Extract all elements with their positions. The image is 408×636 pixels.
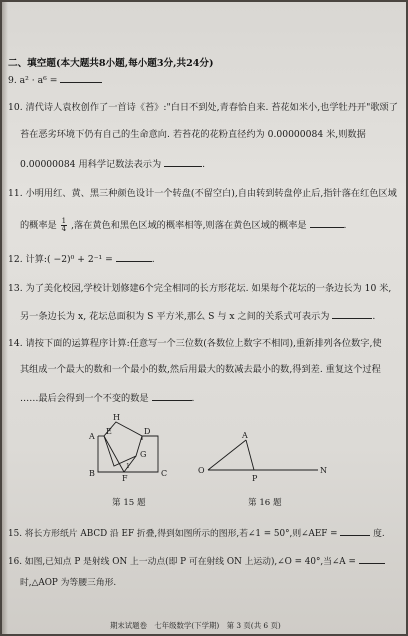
question-9-text: 9. a² · a⁶ = [8, 75, 58, 86]
fraction-denominator: 4 [61, 225, 67, 233]
question-15 [8, 526, 385, 540]
question-10-line1: 10. 清代诗人袁枚创作了一首诗《苔》:"白日不到处,青春恰自来. 苔花如米小,也学牡丹开"歌颂了 [8, 102, 398, 113]
figure-16-diagram [198, 430, 338, 490]
exam-sheet [2, 2, 406, 634]
segment-oa [208, 440, 246, 470]
label-N: N [320, 466, 327, 475]
fraction-numerator: 1 [61, 217, 67, 225]
question-10-line3: 0.00000084 用科学记数法表示为 . [20, 159, 205, 170]
fraction-one-quarter [61, 218, 67, 233]
question-16-line1-text: 16. 如图,已知点 P 是射线 ON 上一动点(即 P 可在射线 ON 上运动),∠O = 40°,当∠A = [8, 557, 356, 567]
answer-blank-14[interactable] [152, 391, 192, 401]
label-F: F [122, 474, 128, 483]
label-P: P [252, 474, 258, 483]
figure-15-diagram [86, 410, 186, 490]
question-11-line2: 的概率是 $\frac{1}{4}$ ,落在黄色和黑色区域的概率相等,则落在黄色区域的概率是 . [20, 217, 347, 233]
question-9 [8, 73, 102, 86]
question-14-line2: 其组成一个最大的数和一个最小的数,然后用最大的数减去最小的数,得到差. 重复这个过程 [20, 364, 381, 375]
question-12: 12. 计算:( −2)⁰ + 2⁻¹ = . [8, 254, 155, 265]
question-14-line1: 14. 请按下面的运算程序计算:任意写一个三位数(各数位上数字不相同),重新排列各位数字,使 [8, 338, 382, 349]
question-12-text: 12. 计算:( −2)⁰ + 2⁻¹ = [8, 254, 113, 265]
figure-16-caption: 第 16 题 [248, 498, 282, 508]
label-A: A [89, 432, 95, 441]
label-H: H [113, 413, 120, 422]
question-13-line2-text: 另一条边长为 x, 花坛总面积为 S 平方米,那么 S 与 x 之间的关系式可表示为 [20, 311, 330, 322]
question-15-unit: 度. [373, 529, 385, 539]
label-C: C [161, 469, 168, 478]
section-title: 二、填空题(本大题共8小题,每小题3分,共24分) [8, 58, 214, 69]
segment-ap [246, 440, 254, 470]
answer-blank-13[interactable] [332, 309, 372, 319]
label-G: G [140, 450, 147, 459]
label-B: B [89, 469, 95, 478]
question-11-text-b: ,落在黄色和黑色区域的概率相等,则落在黄色区域的概率是 [71, 220, 307, 231]
question-13-line2: 另一条边长为 x, 花坛总面积为 S 平方米,那么 S 与 x 之间的关系式可表示为 . [20, 311, 376, 322]
question-14-line3: ……最后会得到一个不变的数是 . [20, 393, 195, 404]
question-16-line2: 时,△AOP 为等腰三角形. [20, 578, 117, 588]
label-O: O [198, 466, 205, 475]
question-11-line1: 11. 小明用红、黄、黑三种颜色设计一个转盘(不留空白),自由转到转盘停止后,指针落在红色区域 [8, 188, 397, 199]
question-14-line3-text: ……最后会得到一个不变的数是 [20, 393, 149, 404]
answer-blank-15[interactable] [340, 526, 370, 536]
figure-15-caption: 第 15 题 [112, 498, 146, 508]
question-15-text: 15. 将长方形纸片 ABCD 沿 EF 折叠,得到如图所示的图形,若∠1 = 50°,则∠AEF = [8, 529, 338, 539]
fold-line-ef [104, 436, 124, 472]
answer-blank-16[interactable] [359, 554, 385, 564]
answer-blank-10[interactable] [164, 157, 202, 167]
question-11-text-a: 的概率是 [20, 220, 57, 231]
question-13-line1: 13. 为了美化校园,学校计划修建6个完全相同的长方形花坛. 如果每个花坛的一条边长为 10 米, [8, 283, 392, 294]
label-A16: A [242, 431, 248, 440]
question-16-line1 [8, 554, 385, 568]
answer-blank-9[interactable] [60, 73, 102, 83]
answer-blank-12[interactable] [116, 252, 152, 262]
question-10-line3-text: 0.00000084 用科学记数法表示为 [20, 159, 162, 170]
label-D: D [144, 427, 151, 436]
question-10-line2: 苔在恶劣环境下仍有自己的生命意向. 若苔花的花粉直径约为 0.00000084 米,则数据 [20, 129, 366, 140]
label-angle-1: 1 [126, 463, 130, 470]
page-footer: 期末试题卷 七年级数学(下学期) 第 3 页(共 6 页) [110, 621, 281, 630]
answer-blank-11[interactable] [310, 218, 344, 228]
label-E: E [106, 427, 112, 436]
